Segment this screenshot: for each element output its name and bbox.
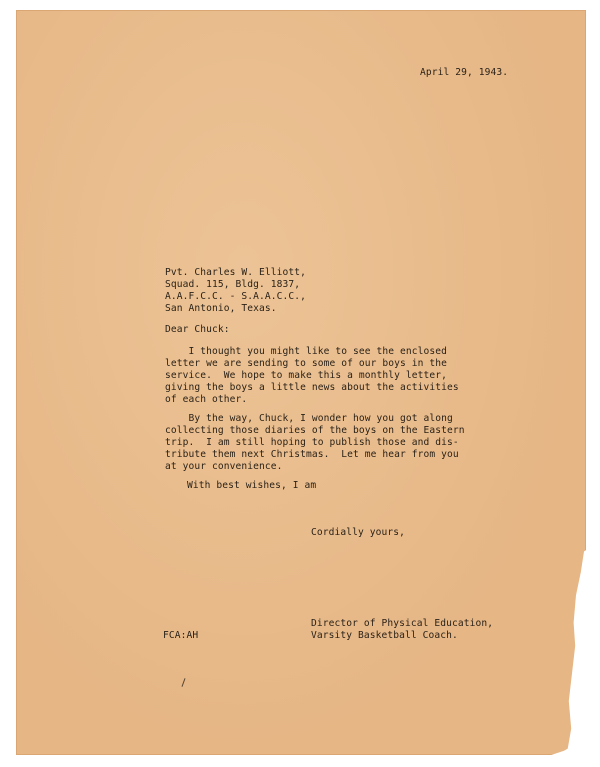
recipient-address xyxy=(165,267,306,315)
signature-line: Director of Physical Education, xyxy=(311,618,494,629)
paragraph-line: at your convenience. xyxy=(165,461,283,472)
address-line: Pvt. Charles W. Elliott, xyxy=(165,267,307,278)
letter-date: April 29, 1943. xyxy=(420,67,509,78)
body-paragraph-1 xyxy=(165,346,459,406)
body-paragraph-2 xyxy=(165,413,465,473)
paragraph-line: By the way, Chuck, I wonder how you got along xyxy=(165,413,453,424)
signature-block xyxy=(311,618,493,642)
paragraph-line: tribute them next Christmas. Let me hear from you xyxy=(165,449,459,460)
closing: Cordially yours, xyxy=(311,527,406,538)
paragraph-line: collecting those diaries of the boys on the Eastern xyxy=(165,425,465,436)
signature-line: Varsity Basketball Coach. xyxy=(311,630,458,641)
address-line: Squad. 115, Bldg. 1837, xyxy=(165,279,301,290)
salutation: Dear Chuck: xyxy=(165,324,230,335)
reference-initials: FCA:AH xyxy=(163,630,199,641)
address-line: San Antonio, Texas. xyxy=(165,303,277,314)
paragraph-line: I thought you might like to see the enclosed xyxy=(165,346,448,357)
paragraph-line: giving the boys a little news about the activities xyxy=(165,382,459,393)
address-line: A.A.F.C.C. - S.A.A.C.C., xyxy=(165,291,307,302)
paragraph-line: service. We hope to make this a monthly letter, xyxy=(165,370,448,381)
paragraph-line: of each other. xyxy=(165,394,248,405)
paragraph-line: trip. I am still hoping to publish those and dis- xyxy=(165,437,459,448)
closing-wish: With best wishes, I am xyxy=(187,480,317,491)
paragraph-line: letter we are sending to some of our boys in the xyxy=(165,358,448,369)
